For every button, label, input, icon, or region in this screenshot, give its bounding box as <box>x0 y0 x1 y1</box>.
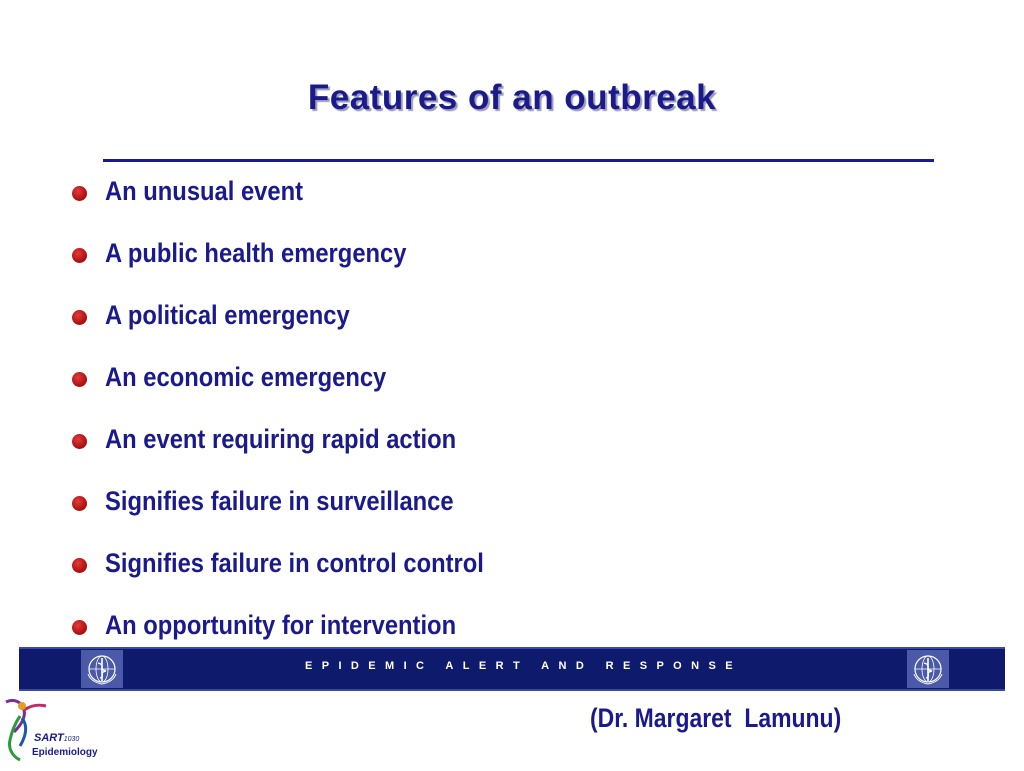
bullet-text: Signifies failure in surveillance <box>105 486 454 516</box>
bullet-text: Signifies failure in control control <box>105 548 484 578</box>
bullet-dot-icon <box>72 496 87 511</box>
bullet-dot-icon <box>72 372 87 387</box>
who-emblem-icon <box>81 650 123 688</box>
bullet-item <box>72 234 536 296</box>
logo-subtitle: Epidemiology <box>32 747 98 758</box>
bullet-item <box>72 358 536 420</box>
bullet-dot-icon <box>72 558 87 573</box>
banner-text: EPIDEMIC ALERT AND RESPONSE <box>305 660 742 672</box>
bullet-dot-icon <box>72 186 87 201</box>
logo-brand: SART1030 <box>34 732 80 744</box>
bullet-text: An opportunity for intervention <box>105 610 457 640</box>
who-emblem-icon <box>907 650 949 688</box>
bullet-text: An unusual event <box>105 176 304 206</box>
author-credit: (Dr. Margaret Lamunu) <box>590 703 842 733</box>
bullet-text: A public health emergency <box>105 238 407 268</box>
bullet-item <box>72 544 536 606</box>
bullet-item <box>72 296 536 358</box>
bullet-item <box>72 172 536 234</box>
epidemic-alert-banner <box>19 647 1005 691</box>
bullet-text: An event requiring rapid action <box>105 424 457 454</box>
bullet-dot-icon <box>72 310 87 325</box>
bullet-item <box>72 420 536 482</box>
bullet-item <box>72 482 536 544</box>
sart-epidemiology-logo <box>0 696 110 766</box>
bullet-dot-icon <box>72 248 87 263</box>
bullet-text: An economic emergency <box>105 362 387 392</box>
bullet-text: A political emergency <box>105 300 350 330</box>
bullet-dot-icon <box>72 434 87 449</box>
title-divider <box>103 159 934 162</box>
bullet-list <box>72 172 536 668</box>
bullet-dot-icon <box>72 620 87 635</box>
slide-title: Features of an outbreak <box>307 78 717 117</box>
